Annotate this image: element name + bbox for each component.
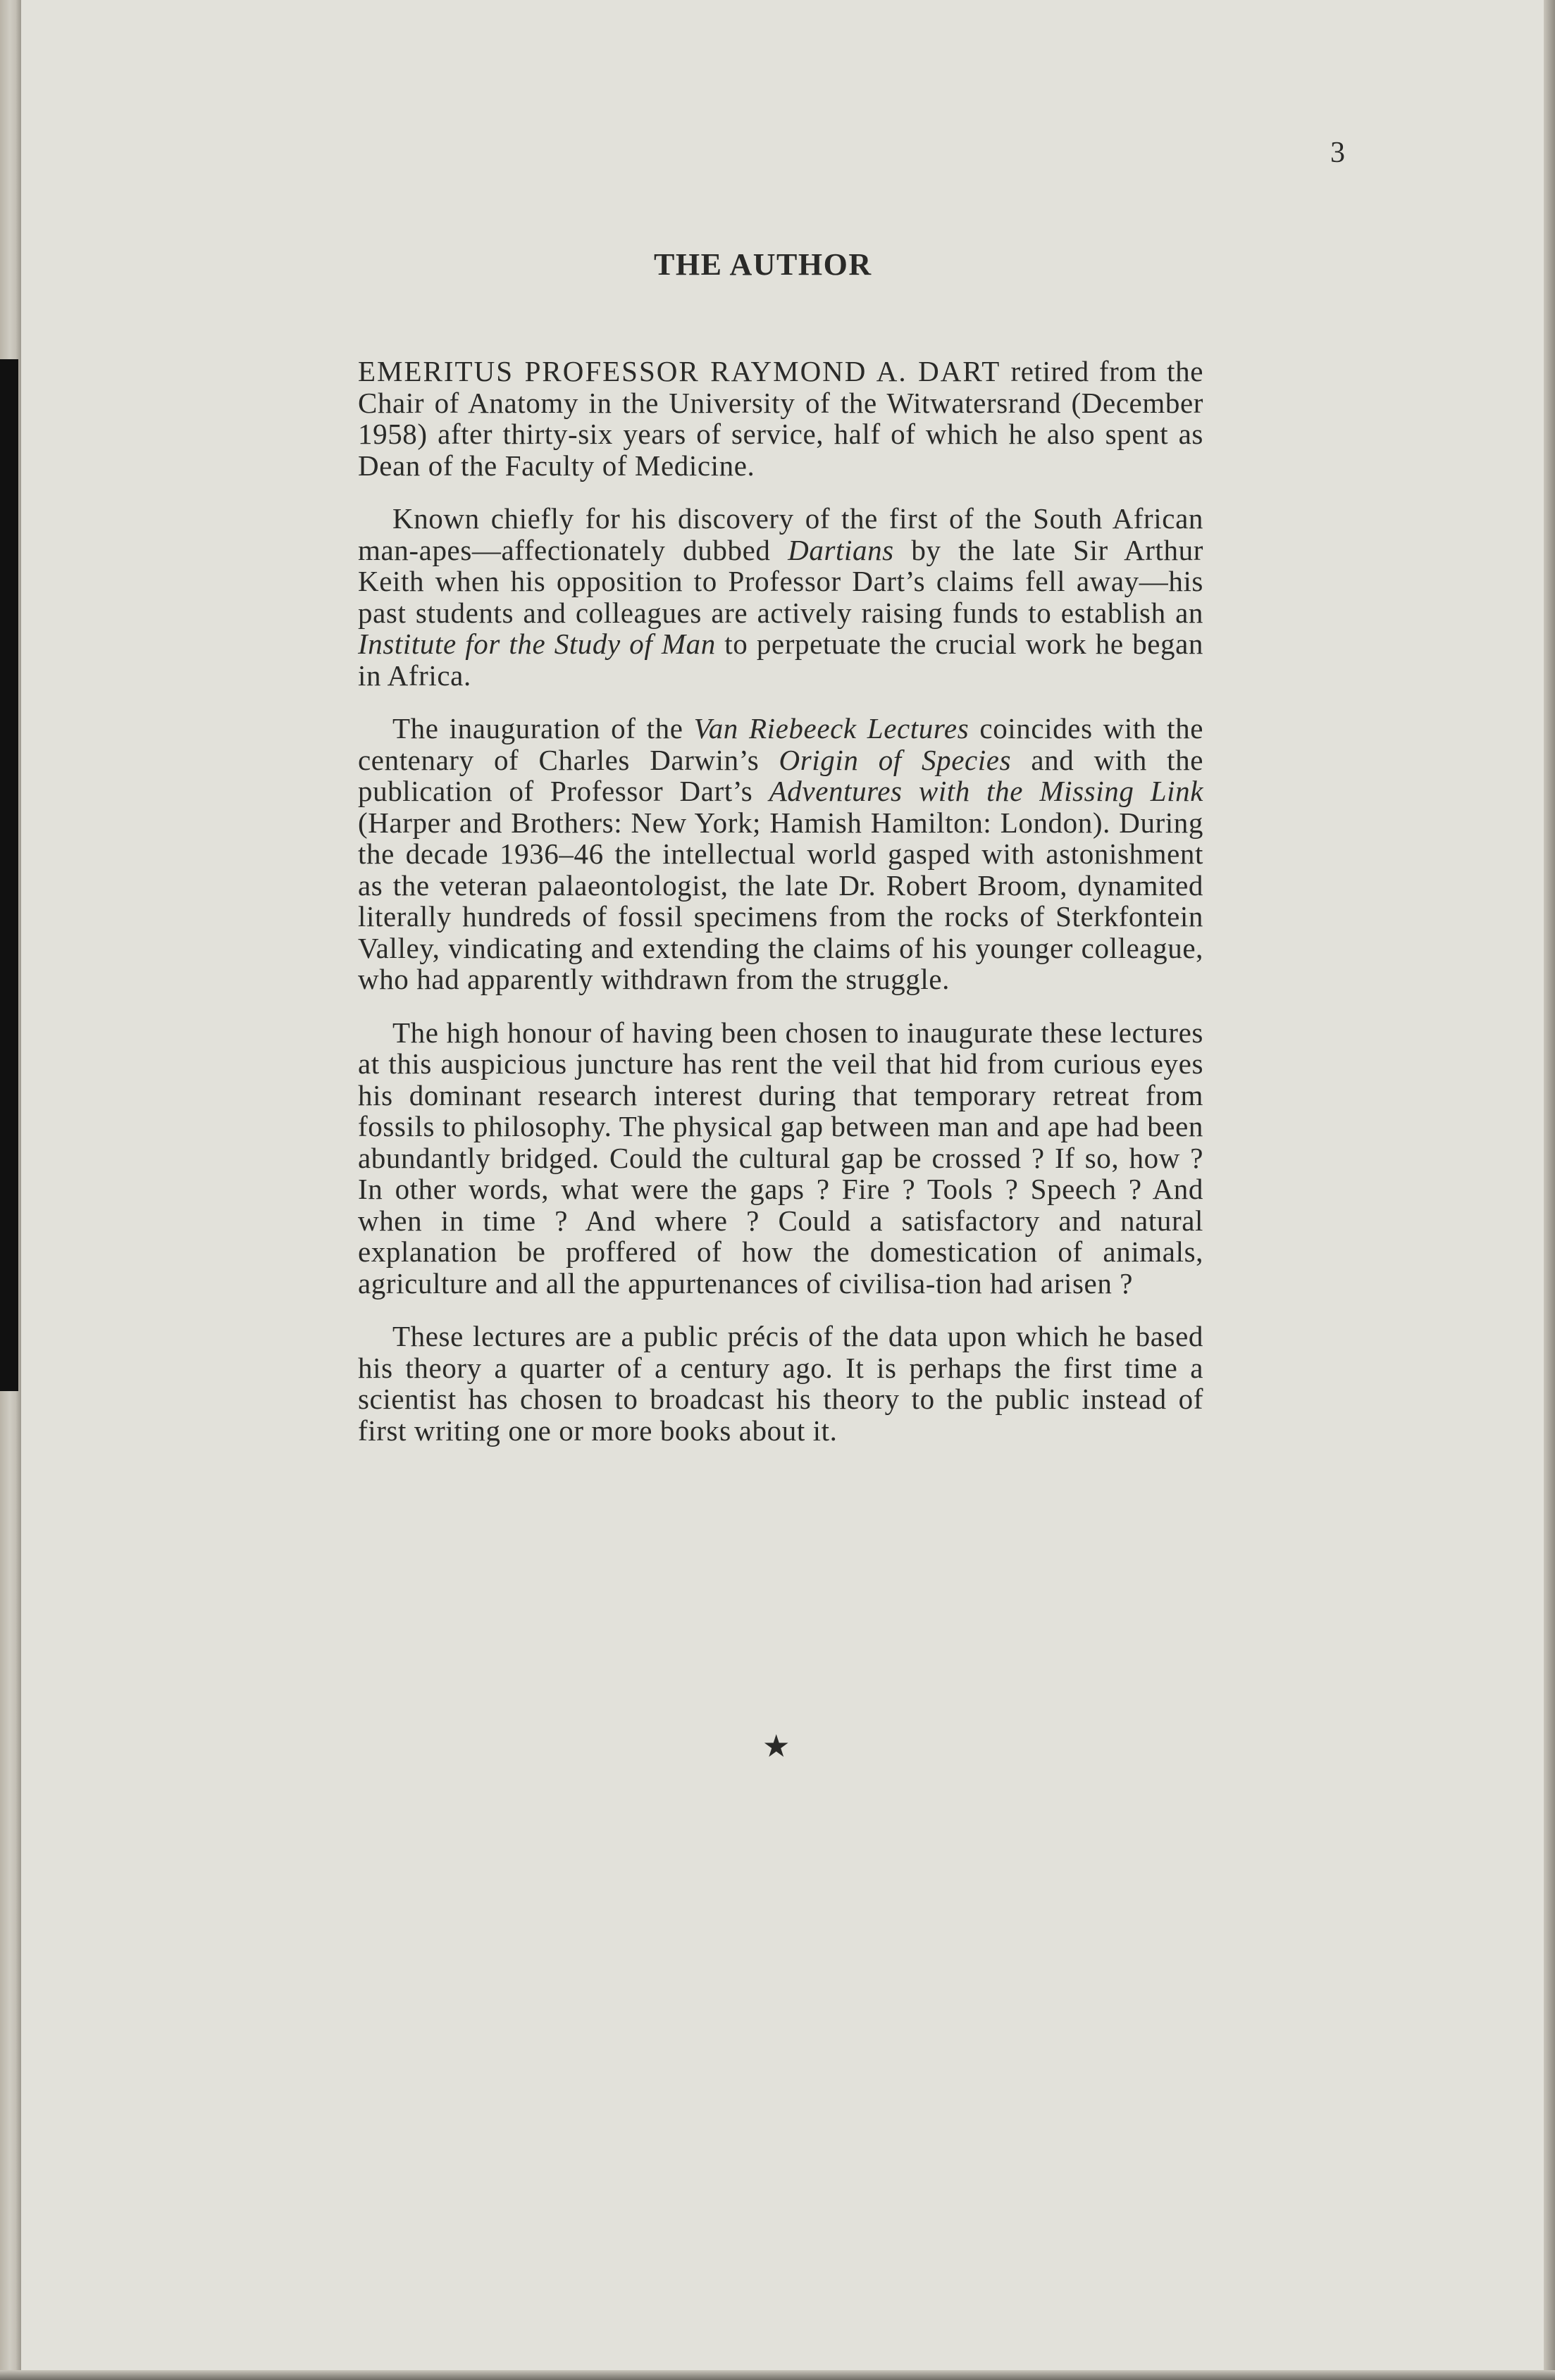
paragraph-5: [358, 1321, 1203, 1446]
binding-shadow: [0, 359, 18, 1391]
paragraph-3-text-1: The inauguration of the: [392, 712, 694, 744]
paragraph-3-text-3: and with the publication of Professor Dart’s: [358, 743, 1203, 807]
paragraph-3-text-2: coincides with the centenary of Charles Darwin’s: [358, 712, 1203, 776]
paragraph-3-italic-2: Origin of Species: [779, 743, 1012, 776]
paragraph-2-text-3: to perpetuate the crucial work he began in Africa.: [358, 628, 1203, 692]
paragraph-5-text: These lectures are a public précis of the data upon which he based his theory a quarter of a century ago. It is perhaps the first time a scientist has chosen to broadcast his theory to the public instead of first writing one or more books about it.: [358, 1320, 1203, 1447]
paragraph-1-text: retired from the Chair of Anatomy in the University of the Witwatersrand (December 1958) after thirty-six years of service, half of which he also spent as Dean of the Faculty of Medicine.: [358, 355, 1204, 482]
page-bottom-edge: [0, 2370, 1555, 2380]
paragraph-4: [358, 1017, 1203, 1300]
paragraph-3: [358, 713, 1203, 995]
page-right-edge: [1544, 0, 1555, 2380]
book-page: [21, 0, 1544, 2370]
paragraph-3-text-4: (Harper and Brothers: New York; Hamish Hamilton: London). During the decade 1936–46 the intellectual world gasped with astonishment as the veteran palaeontologist, the late Dr. Robert Broom, dynamited literally hundreds of fossil specimens from the rocks of Sterkfontein Valley, vindicating and extending the claims of his younger colleague, who had apparently withdrawn from the struggle.: [358, 806, 1203, 995]
paragraph-2-italic-2: Institute for the Study of Man: [358, 628, 716, 660]
paragraph-3-italic-3: Adventures with the Missing Link: [769, 775, 1203, 807]
paragraph-4-text: The high honour of having been chosen to inaugurate these lectures at this auspicious juncture has rent the veil that hid from curious eyes his dominant research interest during that temporary retreat from fossils to philosophy. The physical gap between man and ape had been abundantly bridged. Could the cultural gap be crossed ? If so, how ? In other words, what were the gaps ? Fire ? Tools ? Speech ? And when in time ? And where ? Could a satisfactory and natural explanation be proffered of how the domestication of animals, agriculture and all the appurtenances of civilisa-tion had arisen ?: [358, 1016, 1203, 1300]
paragraph-2: [358, 503, 1203, 691]
end-star-icon: ★: [762, 1728, 791, 1764]
body-text: [358, 356, 1203, 1468]
paragraph-3-italic-1: Van Riebeeck Lectures: [693, 712, 969, 744]
page-heading: THE AUTHOR: [654, 247, 872, 282]
paragraph-1: [358, 356, 1203, 481]
paragraph-2-text-1: Known chiefly for his discovery of the first of the South African man-apes—affectionately dubbed: [358, 502, 1203, 566]
page-number: 3: [1330, 137, 1345, 169]
author-name: EMERITUS PROFESSOR RAYMOND A. DART: [358, 355, 1001, 387]
paragraph-2-text-2: by the late Sir Arthur Keith when his opposition to Professor Dart’s claims fell away—his past students and colleagues are actively raising funds to establish an: [358, 533, 1203, 629]
paragraph-2-italic-1: Dartians: [788, 533, 894, 566]
